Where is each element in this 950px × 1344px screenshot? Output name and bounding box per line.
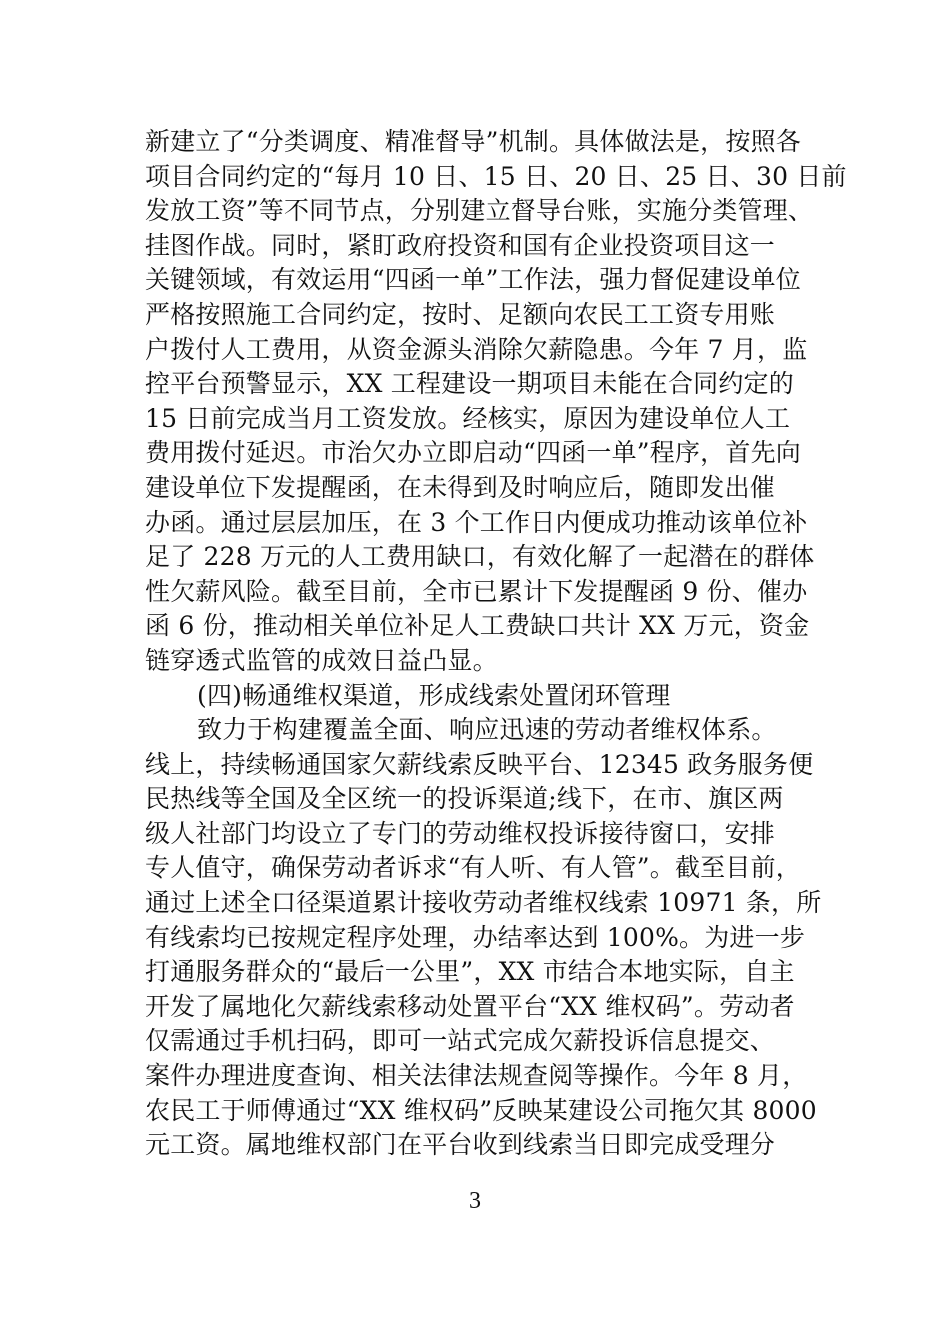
text-line: 仅需通过手机扫码，即可一站式完成欠薪投诉信息提交、 (145, 1026, 776, 1056)
text-line: 致力于构建覆盖全面、响应迅速的劳动者维权体系。 (197, 715, 777, 745)
text-line: 民热线等全国及全区统一的投诉渠道;线下，在市、旗区两 (145, 784, 784, 814)
text-line: 发放工资”等不同节点，分别建立督导台账，实施分类管理、 (145, 196, 814, 226)
text-line: 关键领域，有效运用“四函一单”工作法，强力督促建设单位 (145, 265, 801, 295)
text-line: 户拨付人工费用，从资金源头消除欠薪隐患。今年 7 月，监 (145, 334, 808, 364)
text-line: 农民工于师傅通过“XX 维权码”反映某建设公司拖欠其 8000 (145, 1095, 817, 1125)
text-line: 足了 228 万元的人工费用缺口，有效化解了一起潜在的群体 (145, 542, 815, 572)
text-line: 打通服务群众的“最后一公里”，XX 市结合本地实际，自主 (145, 957, 795, 987)
text-line: 项目合同约定的“每月 10 日、15 日、20 日、25 日、30 日前 (145, 161, 847, 191)
text-line: 严格按照施工合同约定，按时、足额向农民工工资专用账 (145, 299, 776, 329)
text-line: 案件办理进度查询、相关法律法规查阅等操作。今年 8 月， (145, 1061, 808, 1091)
text-line: 通过上述全口径渠道累计接收劳动者维权线索 10971 条，所 (145, 888, 822, 918)
text-line: 15 日前完成当月工资发放。经核实，原因为建设单位人工 (145, 403, 791, 433)
text-line: 开发了属地化欠薪线索移动处置平台“XX 维权码”。劳动者 (145, 991, 795, 1021)
text-line: 函 6 份，推动相关单位补足人工费缺口共计 XX 万元，资金 (145, 611, 810, 641)
text-line: 费用拨付延迟。市治欠办立即启动“四函一单”程序，首先向 (145, 438, 801, 468)
text-line: 办函。通过层层加压，在 3 个工作日内便成功推动该单位补 (145, 507, 808, 537)
text-line: 链穿透式监管的成效日益凸显。 (145, 645, 498, 675)
text-line: 级人社部门均设立了专门的劳动维权投诉接待窗口，安排 (145, 818, 776, 848)
text-line: 新建立了“分类调度、精准督导”机制。具体做法是，按照各 (145, 127, 801, 156)
text-line: 控平台预警显示，XX 工程建设一期项目未能在合同约定的 (145, 369, 794, 399)
document-body (145, 125, 847, 1163)
text-line: 挂图作战。同时，紧盯政府投资和国有企业投资项目这一 (145, 230, 776, 260)
text-line: 有线索均已按规定程序处理，办结率达到 100%。为进一步 (145, 922, 806, 952)
text-line: 元工资。属地维权部门在平台收到线索当日即完成受理分 (145, 1130, 776, 1160)
page-number: 3 (469, 1188, 481, 1214)
text-line: 专人值守，确保劳动者诉求“有人听、有人管”。截至目前， (145, 853, 801, 883)
text-line: 建设单位下发提醒函，在未得到及时响应后，随即发出催 (145, 472, 776, 502)
section-heading: (四)畅通维权渠道，形成线索处置闭环管理 (197, 680, 671, 710)
text-line: 性欠薪风险。截至目前，全市已累计下发提醒函 9 份、催办 (145, 576, 808, 606)
text-line: 线上，持续畅通国家欠薪线索反映平台、12345 政务服务便 (145, 749, 814, 779)
